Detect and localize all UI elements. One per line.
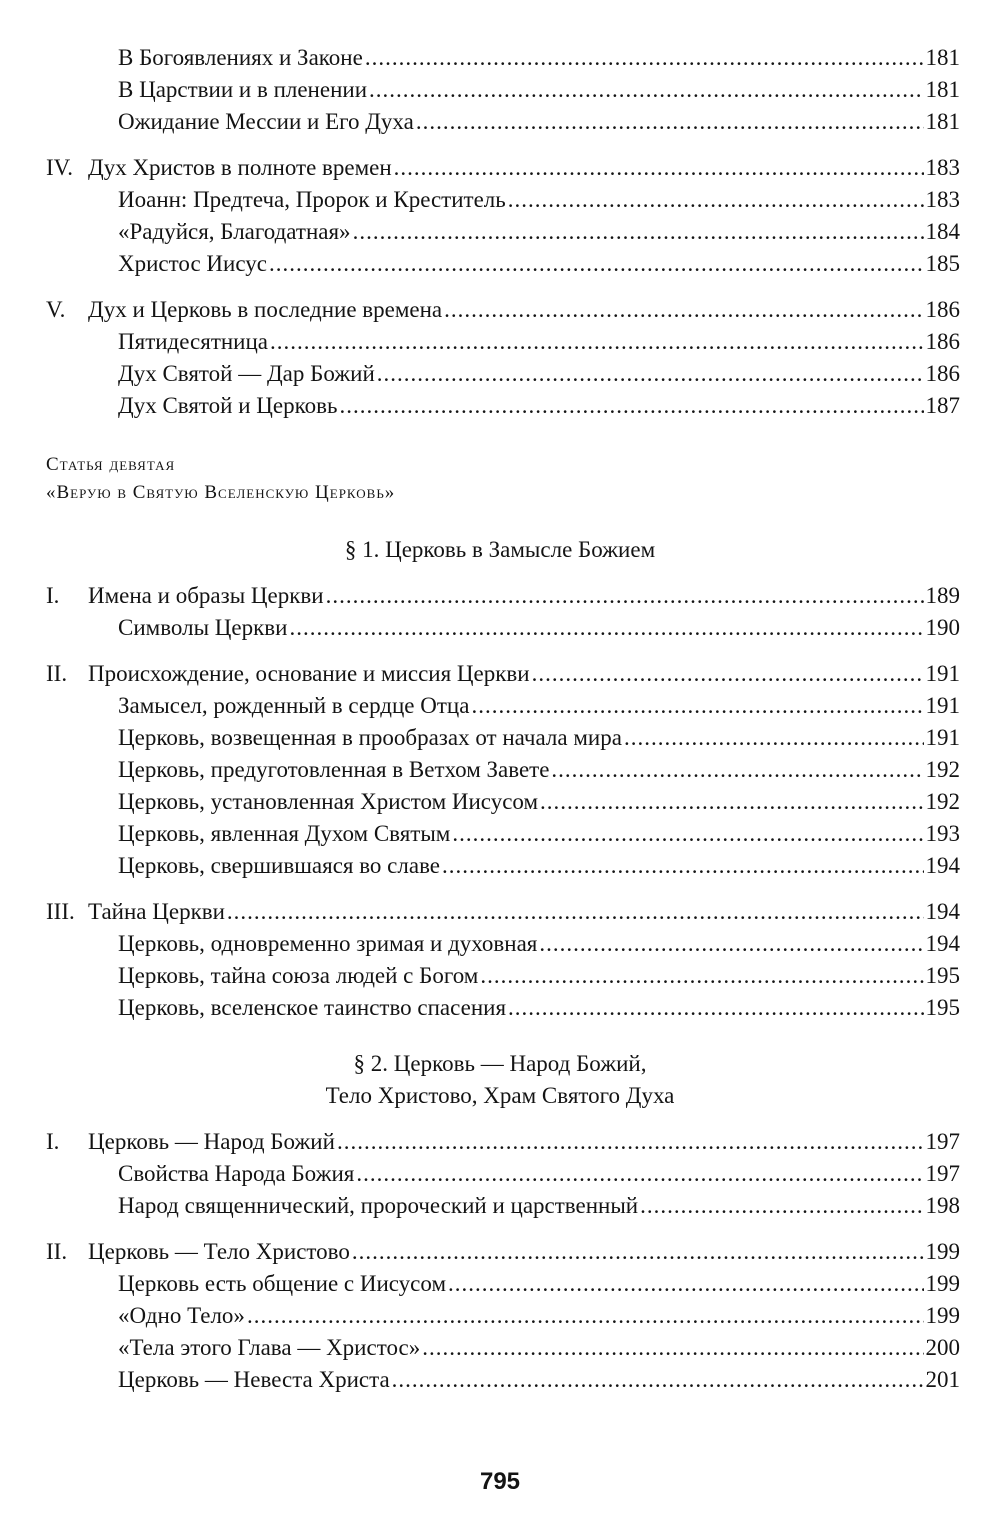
entry-title: Христос Иисус	[118, 251, 267, 276]
entry-title: Церковь, одновременно зримая и духовная	[118, 931, 538, 956]
chapter-numeral: V.	[46, 297, 66, 322]
toc-subentry[interactable]	[46, 612, 960, 644]
entry-title: «Одно Тело»	[118, 1303, 245, 1328]
toc-chapter-entry[interactable]	[46, 896, 960, 928]
toc-subentry[interactable]	[46, 390, 960, 422]
entry-page-number: 191	[925, 725, 960, 750]
dot-leader	[270, 326, 923, 358]
entry-page-number: 192	[925, 789, 960, 814]
dot-leader	[365, 42, 924, 74]
entry-title: Пятидесятница	[118, 329, 269, 354]
entry-page-number: 194	[925, 931, 960, 956]
entry-page-number: 181	[925, 77, 960, 102]
toc-subentry[interactable]	[46, 1332, 960, 1364]
entry-page-number: 199	[925, 1239, 960, 1264]
entry-title: Церковь — Народ Божий	[88, 1129, 335, 1154]
toc-subentry[interactable]	[46, 690, 960, 722]
toc-subentry[interactable]	[46, 818, 960, 850]
dot-leader	[392, 1364, 924, 1396]
entry-page-number: 189	[925, 583, 960, 608]
entry-page-number: 192	[925, 757, 960, 782]
entry-title: Церковь — Тело Христово	[88, 1239, 350, 1264]
dot-leader	[551, 754, 923, 786]
dot-leader	[247, 1300, 924, 1332]
toc-chapter-entry[interactable]	[46, 152, 960, 184]
entry-title: Символы Церкви	[118, 615, 288, 640]
entry-page-number: 187	[925, 393, 960, 418]
chapter-numeral: IV.	[46, 155, 74, 180]
toc-chapter-entry[interactable]	[46, 1236, 960, 1268]
dot-leader	[394, 152, 924, 184]
entry-page-number: 195	[925, 963, 960, 988]
entry-title: Дух Святой и Церковь	[118, 393, 338, 418]
entry-gap	[46, 644, 960, 658]
entry-page-number: 198	[925, 1193, 960, 1218]
dot-leader	[444, 294, 923, 326]
entry-gap	[46, 280, 960, 294]
entry-title: Дух Христов в полноте времен	[88, 155, 392, 180]
dot-leader	[508, 184, 924, 216]
toc-subentry[interactable]	[46, 1268, 960, 1300]
dot-leader	[508, 992, 923, 1024]
toc-subentry[interactable]	[46, 358, 960, 390]
entry-title: Церковь — Невеста Христа	[118, 1367, 390, 1392]
entry-page-number: 191	[925, 693, 960, 718]
entry-page-number: 197	[925, 1161, 960, 1186]
toc-chapter-entry[interactable]	[46, 580, 960, 612]
dot-leader	[480, 960, 923, 992]
entry-page-number: 183	[925, 187, 960, 212]
dot-leader	[452, 818, 923, 850]
toc-subentry[interactable]	[46, 1190, 960, 1222]
chapter-numeral: I.	[46, 583, 60, 608]
entry-page-number: 185	[925, 251, 960, 276]
entry-page-number: 201	[925, 1367, 960, 1392]
dot-leader	[289, 612, 923, 644]
dot-leader	[337, 1126, 924, 1158]
toc-subentry[interactable]	[46, 184, 960, 216]
dot-leader	[442, 850, 923, 882]
toc-subentry[interactable]	[46, 754, 960, 786]
entry-title: Церковь, явленная Духом Святым	[118, 821, 451, 846]
article-label: Статья девятая	[46, 454, 176, 475]
dot-leader	[377, 358, 924, 390]
chapter-numeral: III.	[46, 899, 75, 924]
entry-title: В Богоявлениях и Законе	[118, 45, 363, 70]
entry-page-number: 193	[925, 821, 960, 846]
entry-title: В Царствии и в пленении	[118, 77, 368, 102]
toc-section1	[46, 580, 960, 1024]
chapter-numeral: II.	[46, 1239, 68, 1264]
dot-leader	[416, 106, 924, 138]
dot-leader	[269, 248, 924, 280]
entry-title: Происхождение, основание и миссия Церкви	[88, 661, 530, 686]
dot-leader	[471, 690, 923, 722]
section2-heading-line1: § 2. Церковь — Народ Божий,	[353, 1051, 647, 1076]
entry-title: «Радуйся, Благодатная»	[118, 219, 351, 244]
entry-title: «Тела этого Глава — Христос»	[118, 1335, 421, 1360]
toc-subentry[interactable]	[46, 1364, 960, 1396]
toc-subentry[interactable]	[46, 106, 960, 138]
page-number: 795	[479, 1468, 521, 1495]
entry-page-number: 197	[925, 1129, 960, 1154]
entry-title: Тайна Церкви	[88, 899, 225, 924]
entry-title: Дух и Церковь в последние времена	[88, 297, 443, 322]
dot-leader	[326, 580, 924, 612]
entry-title: Дух Святой — Дар Божий	[118, 361, 375, 386]
entry-page-number: 195	[925, 995, 960, 1020]
entry-title: Ожидание Мессии и Его Духа	[118, 109, 414, 134]
entry-page-number: 183	[925, 155, 960, 180]
toc-subentry[interactable]	[46, 992, 960, 1024]
entry-title: Церковь, тайна союза людей с Богом	[118, 963, 479, 988]
toc-subentry[interactable]	[46, 928, 960, 960]
entry-page-number: 194	[925, 899, 960, 924]
dot-leader	[356, 1158, 923, 1190]
section2-heading-line2: Тело Христово, Храм Святого Духа	[325, 1083, 675, 1108]
entry-page-number: 186	[925, 361, 960, 386]
entry-page-number: 194	[925, 853, 960, 878]
dot-leader	[369, 74, 923, 106]
article-title: «Верую в Святую Вселенскую Церковь»	[46, 482, 396, 503]
entry-gap	[46, 138, 960, 152]
toc-subentry[interactable]	[46, 1158, 960, 1190]
entry-gap	[46, 1222, 960, 1236]
dot-leader	[448, 1268, 923, 1300]
entry-title: Церковь есть общение с Иисусом	[118, 1271, 447, 1296]
toc-subentry[interactable]	[46, 216, 960, 248]
dot-leader	[532, 658, 924, 690]
dot-leader	[339, 390, 923, 422]
dot-leader	[539, 928, 923, 960]
entry-title: Замысел, рожденный в сердце Отца	[118, 693, 470, 718]
toc-section2	[46, 1126, 960, 1396]
entry-page-number: 190	[925, 615, 960, 640]
toc-subentry[interactable]	[46, 1300, 960, 1332]
entry-title: Церковь, вселенское таинство спасения	[118, 995, 507, 1020]
entry-gap	[46, 882, 960, 896]
toc-chapter-entry[interactable]	[46, 1126, 960, 1158]
entry-page-number: 191	[925, 661, 960, 686]
entry-title: Свойства Народа Божия	[118, 1161, 355, 1186]
dot-leader	[353, 216, 924, 248]
dot-leader	[227, 896, 924, 928]
toc-subentry[interactable]	[46, 786, 960, 818]
toc-subentry[interactable]	[46, 326, 960, 358]
entry-title: Церковь, свершившаяся во славе	[118, 853, 441, 878]
entry-page-number: 181	[925, 45, 960, 70]
chapter-numeral: II.	[46, 661, 68, 686]
toc-subentry[interactable]	[46, 74, 960, 106]
chapter-numeral: I.	[46, 1129, 60, 1154]
entry-title: Иоанн: Предтеча, Пророк и Креститель	[118, 187, 506, 212]
dot-leader	[624, 722, 924, 754]
entry-page-number: 186	[925, 297, 960, 322]
toc-subentry[interactable]	[46, 850, 960, 882]
section1-heading: § 1. Церковь в Замысле Божием	[344, 537, 656, 562]
dot-leader	[640, 1190, 923, 1222]
entry-page-number: 186	[925, 329, 960, 354]
entry-page-number: 181	[925, 109, 960, 134]
toc-subentry[interactable]	[46, 722, 960, 754]
entry-page-number: 199	[925, 1303, 960, 1328]
toc-chapter-entry[interactable]	[46, 294, 960, 326]
toc-subentry[interactable]	[46, 42, 960, 74]
entry-title: Народ священнический, пророческий и царственный	[118, 1193, 639, 1218]
toc-top-group	[46, 42, 960, 422]
entry-title: Церковь, предуготовленная в Ветхом Завете	[118, 757, 550, 782]
dot-leader	[352, 1236, 924, 1268]
entry-page-number: 200	[925, 1335, 960, 1360]
entry-title: Церковь, установленная Христом Иисусом	[118, 789, 539, 814]
entry-title: Имена и образы Церкви	[88, 583, 324, 608]
entry-page-number: 199	[925, 1271, 960, 1296]
entry-page-number: 184	[925, 219, 960, 244]
toc-subentry[interactable]	[46, 960, 960, 992]
dot-leader	[540, 786, 923, 818]
toc-chapter-entry[interactable]	[46, 658, 960, 690]
entry-title: Церковь, возвещенная в прообразах от начала мира	[118, 725, 622, 750]
toc-subentry[interactable]	[46, 248, 960, 280]
dot-leader	[422, 1332, 923, 1364]
